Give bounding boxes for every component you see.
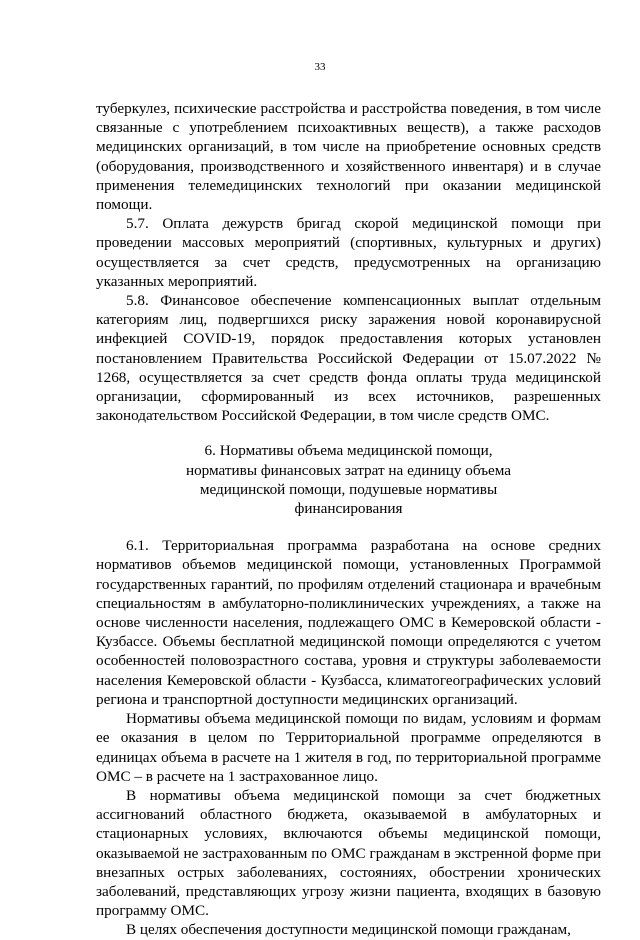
section-heading-line: финансирования xyxy=(294,500,403,518)
paragraph-budget-norms: В нормативы объема медицинской помощи за счет бюджетных ассигнований областного бюджета, оказываемой в амбулаторных и стационарных условиях, включаются объемы медицинской помощи, оказываемой не застрахованным по ОМС гражданам в экстренной форме при внезапных острых заболеваниях, состояниях, обострении хронических заболеваний, представляющих угрозу жизни пациента, входящих в базовую программу ОМС. xyxy=(96,786,601,920)
paragraph-volume-norms: Нормативы объема медицинской помощи по видам, условиям и формам ее оказания в целом по Территориальной программе определяются в единицах объема в расчете на 1 жителя в год, по территориальной программе ОМС – в расчете на 1 застрахованное лицо. xyxy=(96,710,601,785)
page-number: 33 xyxy=(314,61,326,73)
paragraph-5-8: 5.8. Финансовое обеспечение компенсационных выплат отдельным категориям лиц, подвергшихся риску заражения новой коронавирусной инфекцией COVID-19, порядок предоставления которых установлен постановлением Правительства Российской Федерации от 15.07.2022 № 1268, осуществляется за счет средств фонда оплаты труда медицинской организации, сформированный из всех источников, разрешенных законодательством Российской Федерации, в том числе средств ОМС. xyxy=(96,292,601,425)
document-body xyxy=(96,99,601,940)
paragraph-6-1: 6.1. Территориальная программа разработана на основе средних нормативов объемов медицинской помощи, установленных Программой государственных гарантий, по профилям отделений стационара и врачебным специальностям в амбулаторно-поликлинических учреждениях, а также на основе численности населения, подлежащего ОМС в Кемеровской области - Кузбассе. Объемы бесплатной медицинской помощи определяются с учетом особенностей половозрастного состава, уровня и структуры заболеваемости населения Кемеровской области - Кузбасса, климатогеографических условий региона и транспортной доступности медицинских организаций. xyxy=(96,537,601,708)
section-heading-line: 6. Нормативы объема медицинской помощи, xyxy=(204,442,493,460)
section-heading-line: медицинской помощи, подушевые нормативы xyxy=(199,480,498,498)
paragraph-continuation: туберкулез, психические расстройства и расстройства поведения, в том числе связанные с употреблением психоактивных веществ), а также расходов медицинских организаций, в том числе на приобретение основных средств (оборудования, производственного и хозяйственного инвентаря) и в случае применения телемедицинских технологий при оказании медицинской помощи. xyxy=(96,100,601,214)
paragraph-5-7: 5.7. Оплата дежурств бригад скорой медицинской помощи при проведении массовых мероприятий (спортивных, культурных и других) осуществляется за счет средств, предусмотренных на организацию указанных мероприятий. xyxy=(96,215,601,290)
section-heading-line: нормативы финансовых затрат на единицу объема xyxy=(185,461,512,479)
paragraph-accessibility: В целях обеспечения доступности медицинской помощи гражданам, xyxy=(126,921,571,939)
section-heading xyxy=(96,441,601,518)
